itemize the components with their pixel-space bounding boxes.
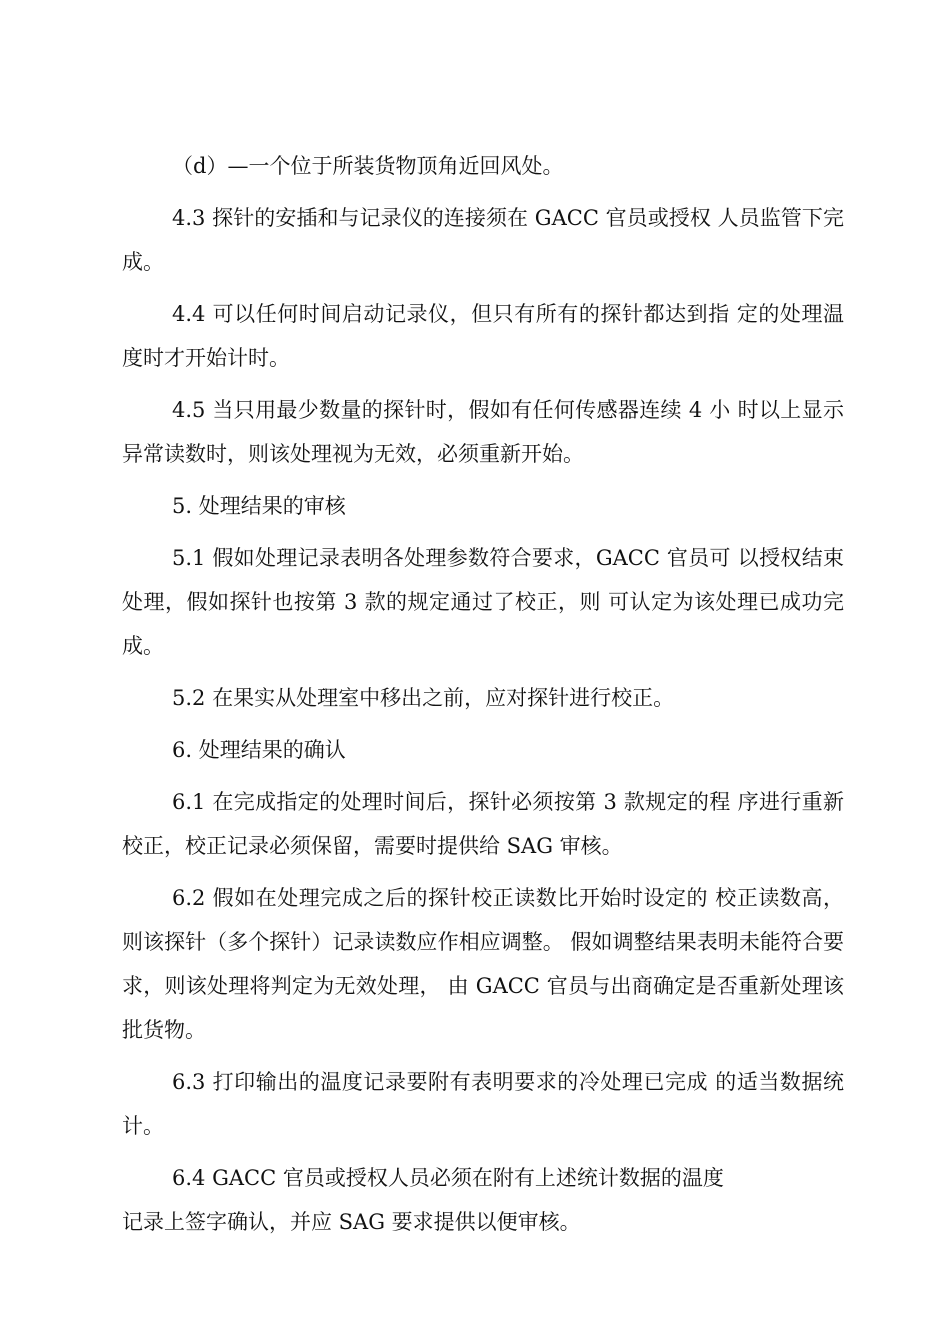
section-heading-5: 5. 处理结果的审核 <box>172 494 346 518</box>
paragraph-4-3: 4.3 探针的安插和与记录仪的连接须在 GACC 官员或授权 人员监管下完成。 <box>122 206 844 274</box>
paragraph-5-1: 5.1 假如处理记录表明各处理参数符合要求，GACC 官员可 以授权结束处理，假如探针也按第 3 款的规定通过了校正，则 可认定为该处理已成功完成。 <box>122 546 844 658</box>
paragraph-6-1: 6.1 在完成指定的处理时间后，探针必须按第 3 款规定的程 序进行重新校正，校正记录必须保留，需要时提供给 SAG 审核。 <box>122 790 844 858</box>
paragraph-6-4-continued: 记录上签字确认，并应 SAG 要求提供以便审核。 <box>122 1210 581 1234</box>
paragraph-6-3: 6.3 打印输出的温度记录要附有表明要求的冷处理已完成 的适当数据统计。 <box>122 1070 844 1138</box>
section-heading-6: 6. 处理结果的确认 <box>172 738 346 762</box>
paragraph-4-5: 4.5 当只用最少数量的探针时，假如有任何传感器连续 4 小 时以上显示异常读数时，则该处理视为无效，必须重新开始。 <box>122 398 844 466</box>
document-body <box>122 144 844 1244</box>
paragraph-6-4: 6.4 GACC 官员或授权人员必须在附有上述统计数据的温度 <box>172 1166 724 1190</box>
paragraph-4-4: 4.4 可以任何时间启动记录仪，但只有所有的探针都达到指 定的处理温度时才开始计时。 <box>122 302 844 370</box>
paragraph-5-2: 5.2 在果实从处理室中移出之前，应对探针进行校正。 <box>172 686 675 710</box>
paragraph-d-return-air: （d）—一个位于所装货物顶角近回风处。 <box>172 154 564 178</box>
paragraph-6-2: 6.2 假如在处理完成之后的探针校正读数比开始时设定的 校正读数高，则该探针（多个探针）记录读数应作相应调整。 假如调整结果表明未能符合要求，则该处理将判定为无效处理， 由 GACC 官员与出商确定是否重新处理该批货物。 <box>122 886 844 1042</box>
